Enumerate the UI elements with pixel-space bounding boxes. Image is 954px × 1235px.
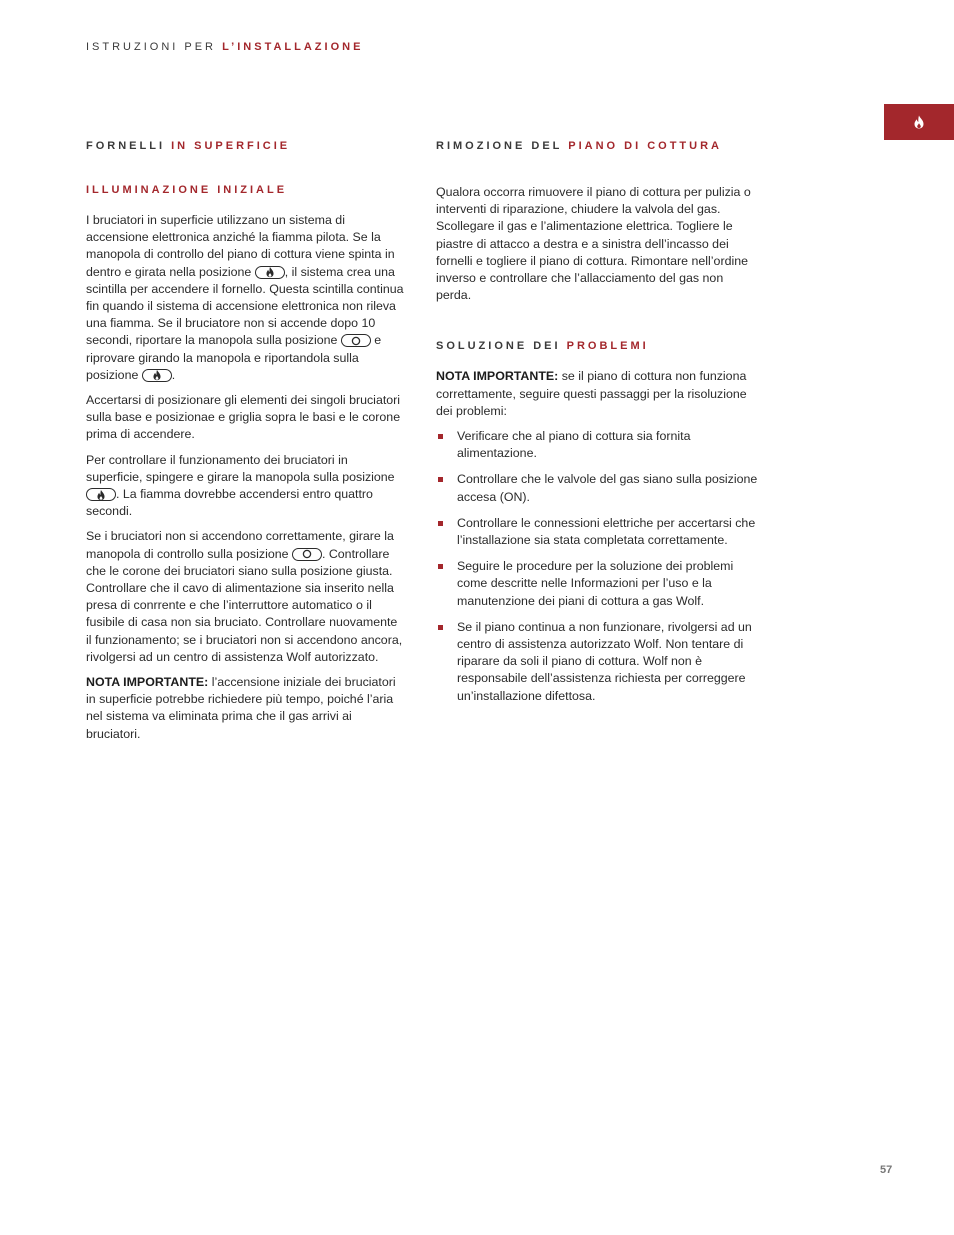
list-item-text: Controllare le connessioni elettriche per accertarsi che l’installazione sia stata completata correttamente. [457, 515, 756, 548]
list-item [436, 471, 758, 505]
troubleshooting-list [436, 428, 758, 705]
text-run: . La fiamma dovrebbe accendersi entro quattro secondi. [86, 487, 373, 519]
list-item [436, 428, 758, 462]
text-run: Per controllare il funzionamento dei bruciatori in superficie, spingere e girare la manopola sulla posizione [86, 452, 395, 484]
text-run: e riprovare girando la manopola e riportandola sulla posizione [86, 333, 382, 382]
paragraph-positioning: Accertarsi di posizionare gli elementi dei singoli bruciatori sulla base e posizionae e griglia sopra le basi e le corone prima di accendere. [86, 393, 401, 442]
list-item [436, 619, 758, 705]
paragraph-ignition [86, 212, 406, 384]
paragraph-troubleshoot-burners [86, 528, 406, 666]
running-header [86, 41, 363, 53]
flame-knob-icon [86, 488, 116, 501]
bullet-icon [438, 477, 443, 482]
heading-accent: IN SUPERFICIE [171, 140, 291, 152]
text-run: . [171, 367, 176, 382]
section-heading-troubleshooting [436, 339, 758, 353]
paragraph-check-operation [86, 452, 406, 521]
note-label: NOTA IMPORTANTE: [86, 675, 209, 690]
bullet-icon [438, 564, 443, 569]
running-header-accent: L’INSTALLAZIONE [222, 41, 364, 53]
list-item-text: Se il piano continua a non funzionare, rivolgersi ad un centro di assistenza autorizzato Wolf. Non tentare di riparare da soli il piano di cottura. Wolf non è responsabile dell’assistenza richiesta per correggere un’installazione difettosa. [457, 619, 752, 703]
text-run: , il sistema crea una scintilla per accendere il fornello. Questa scintilla continua fin quando il sistema di accensione elettronica non rileva una fiamma. Se il bruciatore non si accende dopo 10 secondi, riportare la manopola sulla posizione [86, 264, 404, 348]
section-heading-surface-burners [86, 139, 406, 153]
heading-accent: PROBLEMI [566, 340, 649, 353]
flame-knob-icon [142, 369, 172, 382]
heading-prefix: FORNELLI [86, 140, 172, 152]
list-item-text: Seguire le procedure per la soluzione dei problemi come descritte nelle Informazioni per l’uso e la manutenzione dei piani di cottura a gas Wolf. [457, 559, 734, 608]
list-item-text: Controllare che le valvole del gas siano sulla posizione accesa (ON). [457, 472, 758, 504]
text-run: . Controllare che le corone dei bruciatori siano sulla posizione giusta. Controllare che il cavo di alimentazione sia inserito nella presa di conrrente e che l’interruttore automatico o il fusibile di casa non sia bruciato. Controllare nuovamente il funzionamento; se i bruciatori non si accendono ancora, rivolgersi ad un centro di assistenza Wolf autorizzato. [86, 546, 403, 664]
note-label: NOTA IMPORTANTE: [436, 369, 559, 384]
text-run: Se i bruciatori non si accendono correttamente, girare la manopola di controllo sulla posizione [86, 529, 394, 561]
flame-icon [913, 115, 925, 129]
bullet-icon [438, 625, 443, 630]
heading-accent: PIANO DI COTTURA [568, 140, 722, 152]
page-number: 57 [880, 1164, 893, 1176]
text-run: I bruciatori in superficie utilizzano un sistema di accensione elettronica anziché la fiamma pilota. Se la manopola di controllo del piano di cottura viene spinta in dentro e girata nella posizione [86, 213, 395, 279]
bullet-icon [438, 434, 443, 439]
paragraph-troubleshooting-note [436, 368, 758, 420]
running-header-prefix: ISTRUZIONI PER [86, 41, 223, 53]
bullet-icon [438, 521, 443, 526]
section-heading-cooktop-removal [436, 139, 758, 153]
subheading-initial-ignition: ILLUMINAZIONE INIZIALE [86, 184, 288, 196]
note-text: l’accensione iniziale dei bruciatori in superficie potrebbe richiedere più tempo, poiché l’aria nel sistema va eliminata prima che il gas arrivi ai bruciatori. [86, 675, 396, 741]
list-item [436, 515, 758, 549]
right-column [436, 139, 758, 714]
flame-knob-icon [255, 266, 285, 279]
section-tab [884, 104, 954, 140]
list-item [436, 558, 758, 610]
off-knob-icon [341, 334, 371, 347]
paragraph-removal: Qualora occorra rimuovere il piano di cottura per pulizia o interventi di riparazione, chiudere la valvola del gas. Scollegare il gas e l’alimentazione elettrica. Togliere le piastre di attacco a destra e a sinistra dell’incasso dei fornelli e togliere il piano di cottura. Rimontare nell’ordine inverso e controllare che l’allacciamento del gas non perda. [436, 185, 751, 303]
left-column [86, 139, 406, 751]
list-item-text: Verificare che al piano di cottura sia fornita alimentazione. [457, 429, 691, 461]
note-text: se il piano di cottura non funziona correttamente, seguire questi passaggi per la risoluzione dei problemi: [436, 369, 747, 418]
heading-prefix: SOLUZIONE DEI [436, 340, 567, 353]
paragraph-important-note [86, 674, 406, 743]
off-knob-icon [292, 548, 322, 561]
heading-prefix: RIMOZIONE DEL [436, 140, 569, 152]
